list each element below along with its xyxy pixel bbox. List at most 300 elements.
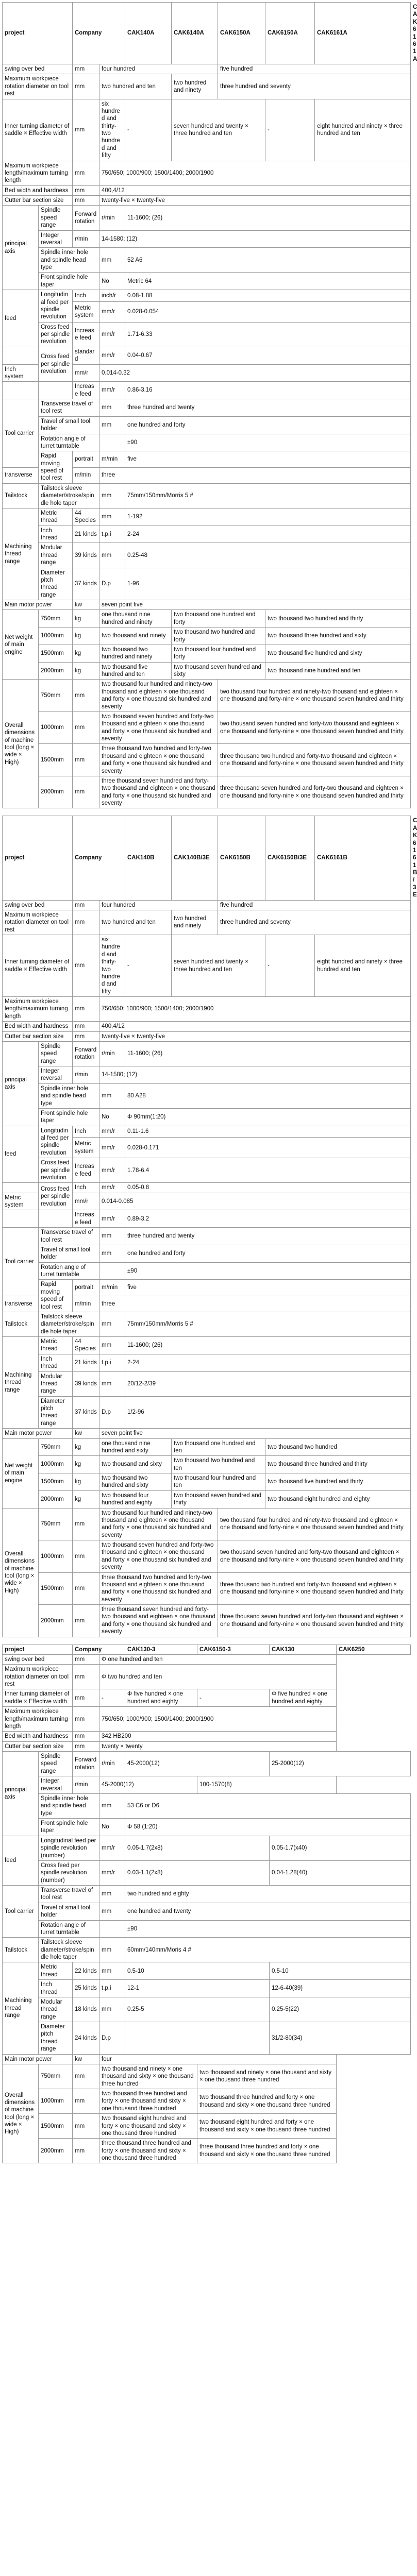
table-cell: two thousand five hundred and sixty <box>265 645 411 662</box>
table-cell: Modular thread range <box>39 543 73 568</box>
table-cell: - <box>197 1689 270 1707</box>
table-cell: Integer reversal <box>39 230 73 248</box>
table-row <box>3 1228 411 1245</box>
table-cell: 1000mm <box>39 1540 73 1573</box>
table-cell: 1.71-6.33 <box>125 322 411 347</box>
table-header-row <box>3 1645 411 1654</box>
table-header-row: project Company CAK140A CAK6140A CAK6150A CAK6150A CAK6161A CAK6161A <box>3 3 411 64</box>
table-cell: Front spindle hole taper <box>39 273 99 290</box>
table-cell: two hundred and ten <box>99 910 172 935</box>
table-cell: 750mm <box>39 1438 73 1456</box>
table-cell: 0.04-1.28(40) <box>270 1860 411 1885</box>
table-cell: two thousand seven hundred and forty-two thousand and eighteen × one thousand and forty × one thousand six hundred and seventy <box>99 711 218 744</box>
table-cell: mm/r <box>99 301 125 322</box>
table-row <box>3 1473 411 1491</box>
table-cell: two thousand two hundred <box>265 1438 411 1456</box>
table-row <box>3 1752 411 1776</box>
table-cell: Tailstock <box>3 1938 39 1962</box>
table-cell: 750mm <box>39 680 73 712</box>
table-cell: Tailstock sleeve diameter/stroke/spindle hole taper <box>39 1312 99 1336</box>
spec-table-130-series <box>2 1645 411 2164</box>
table-cell <box>125 2022 270 2055</box>
table-cell: two thousand and ninety × one thousand and sixty × one thousand three hundred <box>99 2064 197 2089</box>
table-cell: five hundred <box>218 64 411 74</box>
table-row <box>3 2114 411 2139</box>
table-cell: two thousand eight hundred and forty × one thousand and sixty × one thousand three hundred <box>197 2114 337 2139</box>
table-cell: seven point five <box>99 600 411 610</box>
table-cell: Spindle inner hole and spindle head type <box>39 1083 99 1108</box>
table-cell: Transverse travel of tool rest <box>39 1228 99 1245</box>
table-cell: seven point five <box>99 1429 411 1438</box>
table-cell: mm <box>73 1022 99 1031</box>
table-row <box>3 322 411 347</box>
table-cell: r/min <box>99 1041 125 1066</box>
table-cell: five hundred <box>218 900 411 910</box>
table-cell: 21 kinds <box>73 526 99 543</box>
table-cell: three hundred and twenty <box>125 1228 411 1245</box>
table-cell: ±90 <box>125 434 411 451</box>
table-cell: 342 HB200 <box>99 1732 337 1741</box>
table-row <box>3 1860 411 1885</box>
table-cell: Inch system <box>3 364 39 382</box>
table-cell: three <box>99 467 411 483</box>
table-cell: 2000mm <box>39 2139 73 2163</box>
table-row <box>3 483 411 508</box>
table-cell: 0.25-5 <box>125 1997 270 2022</box>
table-cell: Cutter bar section size <box>3 1031 73 1041</box>
table-cell: mm <box>73 2114 99 2139</box>
header-model: CAK140A <box>125 3 172 64</box>
table-cell: Longitudinal feed per spindle revolution (number) <box>39 1836 99 1860</box>
table-row <box>3 1371 411 1396</box>
table-cell: Machining thread range <box>3 1962 39 2054</box>
table-cell: three thousand two hundred and forty-two thousand and eighteen × one thousand and forty × one thousand six hundred and seventy <box>99 1572 218 1605</box>
table-cell: Spindle inner hole and spindle head type <box>39 248 99 273</box>
table-cell: 750/650; 1000/900; 1500/1400; 2000/1900 <box>99 161 411 185</box>
table-cell: Travel of small tool holder <box>39 1903 99 1920</box>
table-cell: Inch <box>73 1126 99 1138</box>
table-cell: two thousand five hundred and thirty <box>265 1473 411 1491</box>
header-model: CAK6150-3 <box>197 1645 270 1654</box>
table-cell: mm <box>73 1605 99 1637</box>
table-cell: t.p.i <box>99 1980 125 1997</box>
table-cell: Cross feed per spindle revolution (number) <box>39 1860 99 1885</box>
table-row <box>3 543 411 568</box>
table-cell: 0.89-3.2 <box>125 1210 411 1228</box>
table-cell: r/min <box>73 1776 99 1794</box>
table-cell: D.p <box>99 2022 125 2055</box>
table-cell: 1500mm <box>39 1572 73 1605</box>
table-cell: two thousand four hundred and eighty <box>99 1490 172 1508</box>
table-cell: Metric thread <box>39 1962 73 1980</box>
table-row <box>3 1540 411 1573</box>
table-cell: Inch thread <box>39 1980 73 1997</box>
table-cell: Longitudinal feed per spindle revolution <box>39 290 73 323</box>
table-cell: r/min <box>99 206 125 230</box>
table-cell: standard <box>73 347 99 364</box>
table-cell: mm <box>99 1903 125 1920</box>
table-row <box>3 2139 411 2163</box>
table-cell: two thousand five hundred and ten <box>99 662 172 680</box>
table-cell: 2000mm <box>39 1490 73 1508</box>
table-cell: two thousand and ninety <box>99 628 172 645</box>
table-cell: 14-1580; (12) <box>99 230 411 248</box>
table-cell: Forward rotation <box>73 206 99 230</box>
table-cell: mm <box>73 900 99 910</box>
spec-table-b-series <box>2 816 417 1637</box>
table-cell: two thousand two hundred and ninety <box>99 645 172 662</box>
table-cell: 12-1 <box>125 1980 270 1997</box>
table-cell: Diameter pitch thread range <box>39 568 73 600</box>
header-project: project <box>3 3 73 64</box>
table-cell: Rapid moving speed of tool rest <box>39 1280 73 1312</box>
table-cell: Travel of small tool holder <box>39 1245 99 1262</box>
table-row <box>3 1665 411 1689</box>
table-cell: Rotation angle of turret turntable <box>39 434 99 451</box>
table-cell: 400,4/12 <box>99 1022 411 1031</box>
table-cell: ±90 <box>125 1262 411 1280</box>
table-cell: 0.11-1.6 <box>125 1126 411 1138</box>
table-cell: Maximum workpiece rotation diameter on tool rest <box>3 1665 73 1689</box>
table-cell: mm <box>73 935 99 997</box>
table-cell: five <box>125 1280 411 1296</box>
table-cell: eight hundred and ninety × three hundred and ten <box>315 99 411 161</box>
table-cell: three thousand seven hundred and forty-two thousand and eighteen × one thousand and forty-nine × one thousand seven hundred and thirty <box>218 1605 411 1637</box>
table-cell: 2000mm <box>39 1605 73 1637</box>
table-cell: Rapid moving speed of tool rest <box>39 451 73 484</box>
table-cell: ±90 <box>125 1920 411 1938</box>
header-model: CAK130-3 <box>125 1645 197 1654</box>
table-cell: mm/r <box>99 382 125 399</box>
table-cell: three thousand three hundred and forty × one thousand and sixty × one thousand three hundred <box>99 2139 197 2163</box>
table-cell: two thousand four hundred and forty <box>172 645 265 662</box>
table-row <box>3 508 411 526</box>
header-project: project <box>3 816 73 900</box>
table-cell: 0.05-1.7(2x8) <box>125 1836 270 1860</box>
table-cell: mm/r <box>99 1126 125 1138</box>
table-cell: principal axis <box>3 1041 39 1126</box>
table-cell: Metric 64 <box>125 273 411 290</box>
table-cell: principal axis <box>3 1752 39 1836</box>
table-cell: mm/r <box>73 1193 99 1210</box>
table-cell: 2-24 <box>125 526 411 543</box>
table-cell: mm <box>73 1707 99 1732</box>
table-cell: 0.86-3.16 <box>125 382 411 399</box>
table-cell: mm/r <box>99 322 125 347</box>
table-cell: mm <box>99 1312 125 1336</box>
table-cell: two thousand three hundred and forty × one thousand and sixty × one thousand three hundred <box>99 2089 197 2114</box>
table-cell: kg <box>73 610 99 628</box>
table-cell: mm <box>99 399 125 417</box>
table-cell: 75mm/150mm/Morris 5 # <box>125 1312 411 1336</box>
header-model: CAK140B/3E <box>172 816 218 900</box>
table-cell: Machining thread range <box>3 1337 39 1429</box>
table-cell: mm <box>99 483 125 508</box>
table-cell: two hundred and ninety <box>172 74 218 99</box>
table-cell: No <box>99 1108 125 1126</box>
table-cell: 18 kinds <box>73 1997 99 2022</box>
table-cell: Rotation angle of turret turntable <box>39 1920 99 1938</box>
table-cell: 44 Species <box>73 508 99 526</box>
table-cell: mm <box>73 776 99 808</box>
table-cell: two thousand eight hundred and eighty <box>265 1490 411 1508</box>
table-cell: two hundred and ninety <box>172 910 218 935</box>
table-row <box>3 1732 411 1741</box>
table-cell <box>3 347 39 364</box>
table-cell: Φ 58 (1:20) <box>125 1819 411 1836</box>
table-cell: mm/r <box>73 364 99 382</box>
table-cell: two thousand two hundred and sixty <box>99 1473 172 1491</box>
table-cell: one hundred and forty <box>125 416 411 434</box>
table-row <box>3 1741 411 1751</box>
table-cell: Transverse travel of tool rest <box>39 1886 99 1903</box>
table-cell: Increase feed <box>73 1210 99 1228</box>
table-row <box>3 1108 411 1126</box>
table-cell: 400,4/12 <box>99 185 411 195</box>
table-row <box>3 434 411 451</box>
table-cell: portrait <box>73 1280 99 1296</box>
table-cell: six hundred and thirty-two hundred and fifty <box>99 935 125 997</box>
table-cell: three <box>99 1296 411 1312</box>
table-cell: Inner turning diameter of saddle × Effective width <box>3 1689 73 1707</box>
table-cell: 0.05-0.8 <box>125 1183 411 1193</box>
table-row <box>3 600 411 610</box>
table-cell: two thousand seven hundred and forty-two thousand and eighteen × one thousand and forty-nine × one thousand seven hundred and thirty <box>218 711 411 744</box>
table-cell: Longitudinal feed per spindle revolution <box>39 1126 73 1158</box>
table-cell: mm <box>73 161 99 185</box>
table-cell: two thousand three hundred and thirty <box>265 1456 411 1473</box>
table-cell: Metric system <box>73 1138 99 1158</box>
table-cell: transverse <box>3 467 39 483</box>
table-row <box>3 1354 411 1371</box>
table-cell: 1-192 <box>125 508 411 526</box>
table-cell: mm <box>73 196 99 206</box>
table-row <box>3 64 411 74</box>
table-cell: 0.014-0.32 <box>99 364 411 382</box>
table-row <box>3 1210 411 1228</box>
table-cell <box>99 1262 125 1280</box>
table-cell: - <box>265 935 315 997</box>
table-cell: Bed width and hardness <box>3 185 73 195</box>
table-cell: Maximum workpiece rotation diameter on tool rest <box>3 910 73 935</box>
table-cell: t.p.i <box>99 526 125 543</box>
table-cell: 1-96 <box>125 568 411 600</box>
spec-table-a-series <box>2 2 417 808</box>
table-row <box>3 1031 411 1041</box>
table-cell: Overall dimensions of machine tool (long × wide × High) <box>3 2064 39 2163</box>
table-cell: 1.78-6.4 <box>125 1158 411 1183</box>
table-row <box>3 1654 411 1664</box>
table-cell: three thousand three hundred and forty × one thousand and sixty × one thousand three hundred <box>197 2139 337 2163</box>
table-cell: 37 kinds <box>73 568 99 600</box>
table-cell: 31/2-80(34) <box>270 2022 411 2055</box>
table-row <box>3 628 411 645</box>
header-model: CAK6150A <box>265 3 315 64</box>
table-row <box>3 1793 411 1818</box>
table-cell: mm <box>73 680 99 712</box>
table-cell: Net weight of main engine <box>3 610 39 680</box>
table-cell: mm <box>99 543 125 568</box>
table-cell: Net weight of main engine <box>3 1438 39 1508</box>
table-cell: 100-1570(8) <box>197 1776 337 1794</box>
table-row <box>3 568 411 600</box>
table-cell: Cross feed per spindle revolution <box>39 347 73 382</box>
table-row <box>3 1508 411 1540</box>
table-row <box>3 99 411 161</box>
table-cell: two thousand three hundred and sixty <box>265 628 411 645</box>
table-cell: Modular thread range <box>39 1371 73 1396</box>
table-row <box>3 776 411 808</box>
table-cell: mm <box>73 1572 99 1605</box>
table-cell: Inner turning diameter of saddle × Effective width <box>3 935 73 997</box>
table-row <box>3 2054 411 2064</box>
table-cell: kg <box>73 1438 99 1456</box>
table-cell: mm <box>73 1732 99 1741</box>
table-row <box>3 910 411 935</box>
table-cell: three hundred and seventy <box>218 910 411 935</box>
table-cell: mm <box>99 1997 125 2022</box>
table-cell: mm/r <box>99 1138 125 1158</box>
table-row <box>3 74 411 99</box>
table-row <box>3 1605 411 1637</box>
table-row <box>3 1456 411 1473</box>
table-cell: Front spindle hole taper <box>39 1819 99 1836</box>
table-cell: mm <box>99 1962 125 1980</box>
table-cell: 0.028-0.054 <box>125 301 411 322</box>
table-row <box>3 610 411 628</box>
table-cell: Diameter pitch thread range <box>39 2022 73 2055</box>
table-cell: feed <box>3 1836 39 1885</box>
table-cell: kg <box>73 1490 99 1508</box>
table-cell: two thousand two hundred and ten <box>172 1456 265 1473</box>
table-row <box>3 382 411 399</box>
table-cell: - <box>99 1689 125 1707</box>
header-project: project <box>3 1645 73 1654</box>
table-cell: swing over bed <box>3 1654 73 1664</box>
table-cell: 0.5-10 <box>270 1962 411 1980</box>
table-cell: mm <box>73 185 99 195</box>
table-cell <box>39 1210 73 1228</box>
table-cell: mm <box>99 508 125 526</box>
table-cell: 0.04-0.67 <box>125 347 411 364</box>
table-cell: 1500mm <box>39 2114 73 2139</box>
table-cell <box>3 1183 39 1193</box>
table-cell: No <box>99 1819 125 1836</box>
table-cell: mm/r <box>99 1860 125 1885</box>
table-row <box>3 680 411 712</box>
table-cell: mm <box>73 1741 99 1751</box>
table-cell: mm/r <box>99 347 125 364</box>
table-cell: mm/r <box>99 1210 125 1228</box>
table-cell: Bed width and hardness <box>3 1732 73 1741</box>
table-row <box>3 1022 411 1031</box>
table-cell: one hundred and forty <box>125 1245 411 1262</box>
table-row <box>3 1158 411 1183</box>
table-cell: 2-24 <box>125 1354 411 1371</box>
table-cell: Cutter bar section size <box>3 1741 73 1751</box>
table-cell: Increase feed <box>73 382 99 399</box>
table-cell: 0.5-10 <box>125 1962 270 1980</box>
table-cell: mm/r <box>99 1158 125 1183</box>
table-cell: Cross feed per spindle revolution <box>39 1183 73 1210</box>
table-row <box>3 1280 411 1296</box>
table-cell: Tailstock sleeve diameter/stroke/spindle hole taper <box>39 1938 99 1962</box>
table-row <box>3 1572 411 1605</box>
table-cell: two thousand nine hundred and ten <box>265 662 411 680</box>
table-cell: 52 A6 <box>125 248 411 273</box>
table-cell: four hundred <box>99 64 218 74</box>
header-unit: Company <box>73 816 125 900</box>
table-cell: one thousand nine hundred and sixty <box>99 1438 172 1456</box>
table-cell: mm <box>73 2089 99 2114</box>
table-cell: Metric system <box>73 301 99 322</box>
table-row <box>3 1886 411 1903</box>
table-cell: Modular thread range <box>39 1997 73 2022</box>
table-cell: 1/2-96 <box>125 1396 411 1429</box>
table-cell: mm <box>73 1665 99 1689</box>
table-cell: portrait <box>73 451 99 467</box>
table-cell: kw <box>73 2054 99 2064</box>
table-cell: 0.05-1.7(x40) <box>270 1836 411 1860</box>
table-cell: Front spindle hole taper <box>39 1108 99 1126</box>
table-cell: mm <box>73 64 99 74</box>
table-row <box>3 935 411 997</box>
table-cell: kg <box>73 662 99 680</box>
table-row <box>3 1126 411 1138</box>
table-cell: kw <box>73 600 99 610</box>
table-cell: Φ 90mm(1:20) <box>125 1108 411 1126</box>
table-cell: Spindle speed range <box>39 1752 73 1776</box>
table-cell: m/min <box>73 1296 99 1312</box>
table-cell: - <box>265 99 315 161</box>
table-row <box>3 2089 411 2114</box>
table-cell: three thousand two hundred and forty-two thousand and eighteen × one thousand and forty-nine × one thousand seven hundred and thirty <box>218 1572 411 1605</box>
table-cell: 0.08-1.88 <box>125 290 411 302</box>
table-cell: seven hundred and twenty × three hundred and ten <box>172 99 265 161</box>
table-cell: Forward rotation <box>73 1752 99 1776</box>
table-cell: 25-2000(12) <box>270 1752 411 1776</box>
table-cell: six hundred and thirty-two hundred and fifty <box>99 99 125 161</box>
table-row <box>3 196 411 206</box>
table-cell: two thousand seven hundred and sixty <box>172 662 265 680</box>
table-cell: mm/r <box>99 1183 125 1193</box>
table-cell: Machining thread range <box>3 508 39 600</box>
table-cell: two thousand seven hundred and thirty <box>172 1490 265 1508</box>
table-cell: 1500mm <box>39 744 73 776</box>
table-cell: eight hundred and ninety × three hundred and ten <box>315 935 411 997</box>
table-cell: Tool carrier <box>3 399 39 468</box>
table-cell: twenty × twenty <box>99 1741 337 1751</box>
table-cell: swing over bed <box>3 64 73 74</box>
table-cell: mm <box>73 910 99 935</box>
table-cell: 750mm <box>39 610 73 628</box>
table-cell: Rotation angle of turret turntable <box>39 1262 99 1280</box>
table-cell: five <box>125 451 411 467</box>
table-row <box>3 1041 411 1066</box>
table-cell: principal axis <box>3 206 39 290</box>
table-cell: 12-6-40(39) <box>270 1980 411 1997</box>
table-row <box>3 900 411 910</box>
table-cell <box>3 1210 39 1228</box>
table-cell: Tailstock <box>3 483 39 508</box>
table-cell: two thousand four hundred and ninety-two thousand and eighteen × one thousand and forty-nine × one thousand seven hundred and thirty <box>218 1508 411 1540</box>
table-cell: Diameter pitch thread range <box>39 1396 73 1429</box>
table-cell: Overall dimensions of machine tool (long × wide × High) <box>3 680 39 808</box>
table-cell: D.p <box>99 568 125 600</box>
table-cell: mm <box>99 248 125 273</box>
table-cell: Maximum workpiece rotation diameter on tool rest <box>3 74 73 99</box>
table-cell: Main motor power <box>3 2054 73 2064</box>
